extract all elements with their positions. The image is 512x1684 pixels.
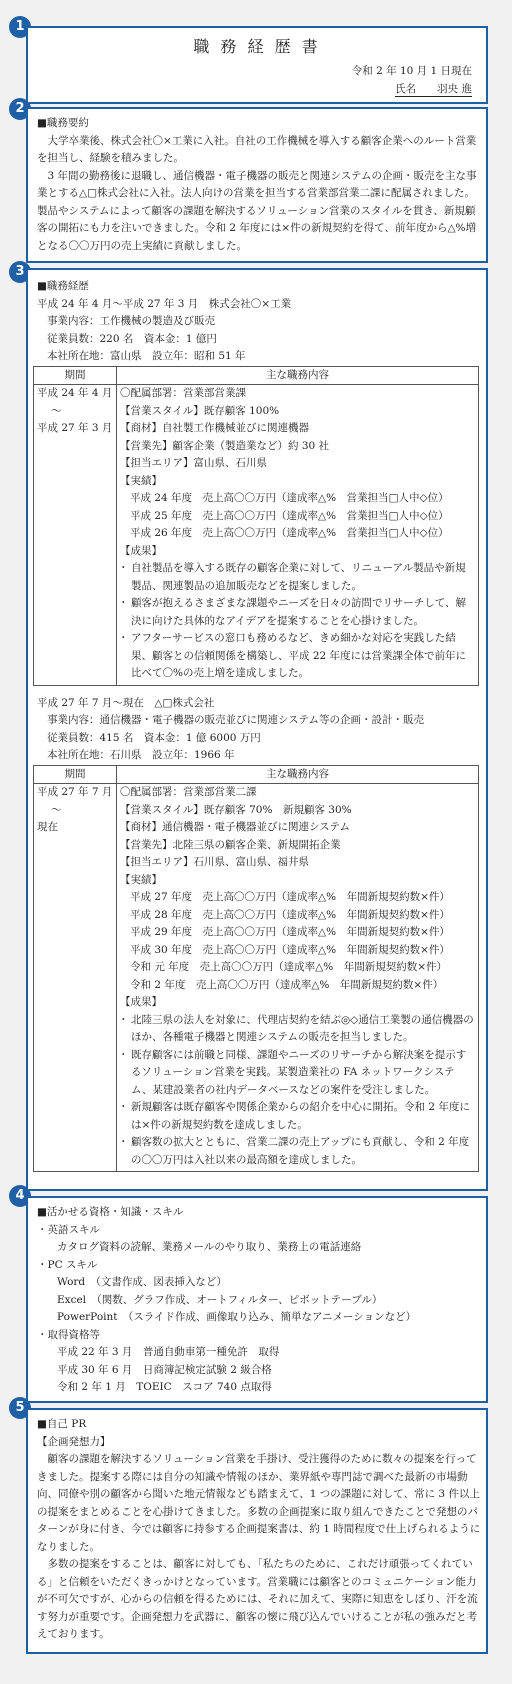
duty-products: 【商材】自社製工作機械並びに関連機器: [120, 422, 309, 434]
section-number-badge: 5: [9, 1397, 31, 1419]
result-row: 平成 29 年度 売上高〇〇万円（達成率△% 年間新規契約数×件）: [130, 926, 450, 938]
outcome-item: ・ 新規顧客は既存顧客や関係企業からの紹介を中心に開拓。令和 2 年度には×件の新規契約数を達成しました。: [120, 1099, 475, 1134]
summary-heading: ■職務要約: [37, 117, 89, 129]
duty-style: 【営業スタイル】既存顧客 100%: [120, 404, 280, 417]
result-row: 平成 30 年度 売上高〇〇万円（達成率△% 年間新規契約数×件）: [130, 943, 450, 956]
duty-products: 【商材】通信機器・電子機器並びに関連システム: [120, 821, 350, 833]
section-number-badge: 2: [9, 98, 31, 120]
summary-paragraph: 大学卒業後、株式会社〇×工業に入社。自社の工作機械を導入する顧客企業へのルート営業を担当し、経験を積みました。: [37, 134, 477, 164]
pc-skill: PowerPoint （スライド作成、画像取り込み、簡単なアニメーションなど）: [57, 1311, 417, 1323]
english-label: ・英語スキル: [37, 1223, 100, 1236]
job-table: [33, 765, 479, 1173]
results-label: 【実績】: [120, 474, 162, 487]
period-header: 期間: [34, 366, 117, 385]
company-title: 平成 27 年 7 月〜現在 △□株式会社: [37, 696, 215, 709]
cert-item: 平成 30 年 6 月 日商簿記検定試験 2 級合格: [57, 1363, 272, 1376]
duty-dept: 〇配属部署：営業部営業課: [120, 387, 246, 399]
company-staff: 従業員数：415 名 資本金：1 億 6000 万円: [47, 731, 261, 744]
company-title: 平成 24 年 4 月〜平成 27 年 3 月 株式会社〇×工業: [37, 297, 292, 310]
period-cell: [34, 385, 117, 686]
result-row: 平成 28 年度 売上高〇〇万円（達成率△% 年間新規契約数×件）: [130, 908, 450, 921]
duty-area: 【担当エリア】石川県、富山県、福井県: [120, 856, 309, 868]
outcome-item: ・ 既存顧客には前職と同様、課題やニーズのリサーチから解決案を提示するソリューション営業を実践。某製造業社の FA ネットワークシステム、某建設業者の社内データベースなどの案件を受注しました。: [120, 1047, 475, 1100]
job-table: [33, 366, 479, 686]
summary-paragraph: 3 年間の勤務後に退職し、通信機器・電子機器の販売と関連システムの企画・販売を主な事業とする△□株式会社に入社。法人向けの営業を担当する営業部営業二課に配属されました。製品やシステムによって顧客の課題を解決するソリューション営業のスタイルを貫き、新規顧客の開拓にも力を注いできました。令和 2 年度には×件の新規契約を得て、前年度から△%増となる〇〇万円の売上実績に貢献しました。: [37, 169, 477, 252]
pr-paragraph: 多数の提案をすることは、顧客に対しても、「私たちのために、これだけ頑張ってくれている」と信頼をいただくきっかけとなっています。営業職には顧客とのコミュニケーション能力が不可欠ですが、心からの信頼を得るためには、それに加えて、実際に知恵をしぼり、汗を流す努力が重要です。企画発想力を武器に、顧客の懐に飛び込んでいけることが私の強みだと考えております。: [37, 1558, 478, 1640]
result-row: 平成 25 年度 売上高〇〇万円（達成率△% 営業担当□人中◇位）: [130, 509, 449, 522]
duties-header: 主な職務内容: [117, 765, 479, 784]
duty-area: 【担当エリア】富山県、石川県: [120, 457, 267, 469]
outcome-item: ・ 自社製品を導入する既存の顧客企業に対して、リニューアル製品や新規製品、関連製品の追加販売などを提案しました。: [120, 560, 475, 595]
result-row: 平成 27 年度 売上高〇〇万円（達成率△% 年間新規契約数×件）: [130, 891, 450, 903]
pr-subheading: 【企画発想力】: [37, 1435, 111, 1448]
results-label: 【実績】: [120, 873, 162, 886]
section-number-badge: 3: [9, 261, 31, 283]
certs-label: ・取得資格等: [37, 1328, 100, 1341]
pc-skill: Excel （関数、グラフ作成、オートフィルター、ピボットテーブル）: [57, 1293, 383, 1306]
skills-section: [26, 1196, 488, 1403]
applicant-name: 氏名 羽央 進: [395, 83, 472, 95]
pr-paragraph: 顧客の課題を解決するソリューション営業を手掛け、受注獲得のために数々の提案を行ってきました。提案する際には自分の知識や情報のほか、業界紙や専門誌で調べた最新の市場動向、同僚や別の顧客から聞いた地元情報なども踏まえて、1 つの課題に対して、常に 3 件以上の提案をまとめることを心掛けてきました。多数の企画提案に取り組んできたことで発想のパターンが身に付き、今では顧客に持参する企画提案書は、約 1 時間程度で仕上げられるようになりました。: [37, 1453, 481, 1553]
outcome-label: 【成果】: [120, 544, 162, 557]
period-sep: 〜: [51, 803, 62, 816]
period-start: 平成 24 年 4 月: [37, 387, 113, 399]
result-row: 平成 24 年度 売上高〇〇万円（達成率△% 営業担当□人中◇位）: [130, 492, 449, 504]
company-business: 事業内容：工作機械の製造及び販売: [47, 315, 215, 327]
duties-cell: [117, 385, 479, 686]
period-end: 現在: [37, 821, 58, 833]
duty-style: 【営業スタイル】既存顧客 70% 新規顧客 30%: [120, 803, 352, 816]
cert-item: 平成 22 年 3 月 普通自動車第一種免許 取得: [57, 1346, 280, 1358]
duties-header: 主な職務内容: [117, 366, 479, 385]
self-pr-section: [26, 1408, 488, 1654]
duty-dept: 〇配属部署：営業部営業二課: [120, 786, 257, 798]
company-staff: 従業員数：220 名 資本金：1 億円: [47, 332, 217, 345]
header-section: [26, 26, 488, 104]
outcome-item: ・ 北陸三県の法人を対象に、代理店契約を結ぶ◎◇通信工業製の通信機器のほか、各種電子機器と関連システムの販売を担当しました。: [120, 1012, 475, 1047]
period-cell: [34, 784, 117, 1172]
cert-item: 令和 2 年 1 月 TOEIC スコア 740 点取得: [57, 1381, 272, 1393]
result-row: 令和 2 年度 売上高〇〇万円（達成率△% 年間新規契約数×件）: [130, 978, 444, 991]
pr-heading: ■自己 PR: [37, 1418, 87, 1430]
document-date: 令和 2 年 10 月 1 日現在: [351, 65, 472, 77]
period-start: 平成 27 年 7 月: [37, 786, 113, 798]
duty-clients: 【営業先】北陸三県の顧客企業、新規開拓企業: [120, 838, 341, 851]
document-title: 職 務 経 歴 書: [193, 37, 321, 56]
period-sep: 〜: [51, 404, 62, 417]
duty-clients: 【営業先】顧客企業（製造業など）約 30 社: [120, 439, 330, 452]
company-business: 事業内容：通信機器・電子機器の販売並びに関連システム等の企画・設計・販売: [47, 714, 424, 726]
company-hq: 本社所在地：石川県 設立年：1966 年: [47, 749, 235, 761]
outcome-label: 【成果】: [120, 996, 162, 1008]
summary-section: [26, 107, 488, 263]
company-hq: 本社所在地：富山県 設立年：昭和 51 年: [47, 350, 246, 362]
work-history-section: [26, 268, 488, 1191]
outcome-item: ・ 顧客数の拡大とともに、営業二課の売上アップにも貢献し、令和 2 年度の〇〇万円は入社以来の最高額を達成しました。: [120, 1134, 475, 1169]
pc-skill: Word （文書作成、図表挿入など）: [57, 1276, 227, 1288]
result-row: 平成 26 年度 売上高〇〇万円（達成率△% 営業担当□人中◇位）: [130, 527, 449, 539]
period-end: 平成 27 年 3 月: [37, 422, 113, 434]
duties-cell: [117, 784, 479, 1172]
section-number-badge: 4: [9, 1185, 31, 1207]
english-detail: カタログ資料の読解、業務メールのやり取り、業務上の電話連絡: [57, 1241, 362, 1253]
period-header: 期間: [34, 765, 117, 784]
section-number-badge: 1: [9, 16, 31, 38]
work-history-heading: ■職務経歴: [37, 280, 89, 292]
outcome-item: ・ アフターサービスの窓口も務めるなど、きめ細かな対応を実践した結果、顧客との信頼関係を構築し、平成 22 年度には営業課全体で前年に比べて〇%の売上増を達成しました。: [120, 630, 475, 683]
skills-heading: ■活かせる資格・知識・スキル: [37, 1206, 184, 1218]
outcome-item: ・ 顧客が抱えるさまざまな課題やニーズを日々の訪問でリサーチして、解決に向けた具体的なアイデアを提案することを心掛けました。: [120, 595, 475, 630]
pc-label: ・PC スキル: [37, 1258, 98, 1271]
result-row: 令和 元 年度 売上高〇〇万円（達成率△% 年間新規契約数×件）: [130, 961, 448, 973]
